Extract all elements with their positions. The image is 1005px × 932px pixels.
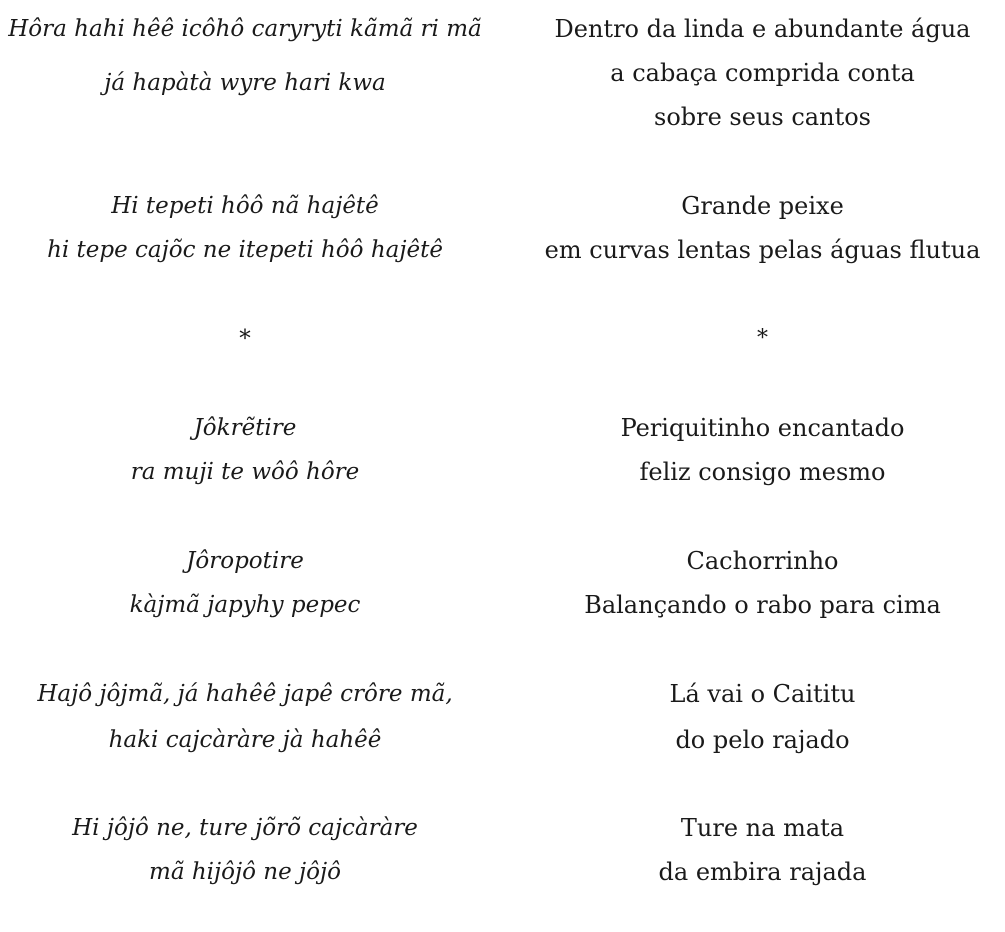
- translation-separator: *: [757, 326, 768, 351]
- original-s1-line-2: já hapàtà wyre hari kwa: [104, 70, 386, 96]
- translation-s5-line-1: Lá vai o Caititu: [669, 680, 856, 708]
- original-s5-line-1: Hajô jôjmã, já hahêê japê crôre mã,: [37, 681, 453, 707]
- translation-s3-line-2: feliz consigo mesmo: [639, 458, 886, 486]
- original-s4-line-2: kàjmã japyhy pepec: [129, 592, 361, 618]
- translation-s1-line-2: a cabaça comprida conta: [610, 59, 915, 87]
- original-s4-line-1: Jôropotire: [186, 548, 304, 574]
- translation-s1-line-1: Dentro da linda e abundante água: [554, 15, 971, 43]
- original-s1-line-1: Hôra hahi hêê icôhô caryryti kãmã ri mã: [8, 16, 482, 42]
- original-s5-line-2: haki cajcàràre jà hahêê: [108, 727, 382, 753]
- original-s6-line-2: mã hijôjô ne jôjô: [149, 859, 341, 885]
- translation-s4-line-2: Balançando o rabo para cima: [584, 591, 941, 619]
- original-separator: *: [239, 326, 251, 352]
- original-s3-line-1: Jôkrẽtire: [193, 415, 297, 441]
- translation-s4-line-1: Cachorrinho: [686, 547, 839, 575]
- original-s3-line-2: ra muji te wôô hôre: [130, 459, 360, 485]
- translation-s5-line-2: do pelo rajado: [675, 726, 850, 754]
- original-s2-line-1: Hi tepeti hôô nã hajêtê: [111, 193, 379, 219]
- translation-s6-line-2: da embira rajada: [658, 858, 867, 886]
- original-s6-line-1: Hi jôjô ne, ture jõrõ cajcàràre: [72, 815, 418, 841]
- translation-s2-line-1: Grande peixe: [681, 192, 844, 220]
- translation-s1-line-3: sobre seus cantos: [654, 103, 871, 131]
- original-s2-line-2: hi tepe cajõc ne itepeti hôô hajêtê: [47, 237, 443, 263]
- translation-s3-line-1: Periquitinho encantado: [620, 414, 905, 442]
- translation-s6-line-1: Ture na mata: [680, 814, 845, 842]
- translation-s2-line-2: em curvas lentas pelas águas flutua: [544, 236, 981, 264]
